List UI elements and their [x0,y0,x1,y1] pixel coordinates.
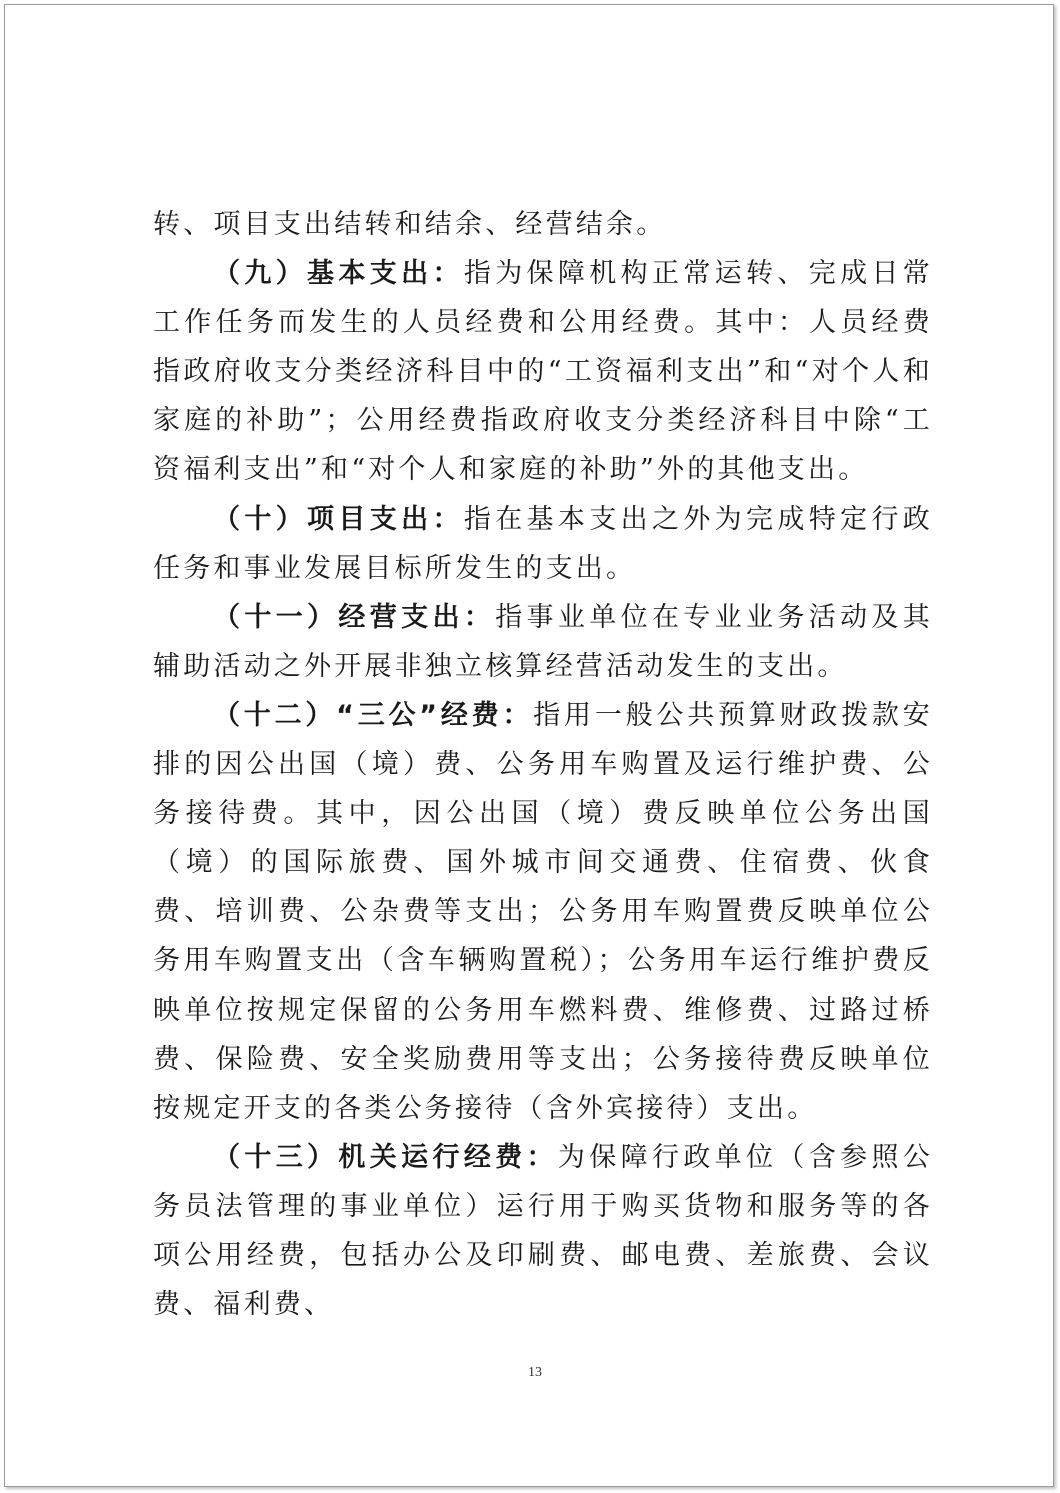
paragraph-basic-expenditure [153,249,933,494]
paragraph-heading: （十）项目支出： [213,503,464,535]
paragraph-text: 指事业单位在专业业务活动及其辅助活动之外开展非独立核算经营活动发生的支出。 [153,601,933,682]
paragraph-agency-operating-funds [153,1133,933,1329]
document-page [4,4,1054,1487]
paragraph-project-expenditure [153,495,933,593]
page-number: 13 [528,1365,542,1380]
paragraph-text: 指在基本支出之外为完成特定行政任务和事业发展目标所发生的支出。 [153,503,934,584]
paragraph-heading: （九）基本支出： [213,258,464,290]
paragraph-text: 指为保障机构正常运转、完成日常工作任务而发生的人员经费和公用经费。其中：人员经费指政府收支分类经济科目中的“工资福利支出”和“对个人和家庭的补助”；公用经费指政府收支分类经济科目中除“工资福利支出”和“对个人和家庭的补助”外的其他支出。 [153,258,934,486]
paragraph-text: 指用一般公共预算财政拨款安排的因公出国（境）费、公务用车购置及运行维护费、公务接待费。其中，因公出国（境）费反映单位公务出国（境）的国际旅费、国外城市间交通费、住宿费、伙食费、培训费、公杂费等支出；公务用车购置费反映单位公务用车购置支出（含车辆购置税）；公务用车运行维护费反映单位按规定保留的公务用车燃料费、维修费、过路过桥费、保险费、安全奖励费用等支出；公务接待费反映单位按规定开支的各类公务接待（含外宾接待）支出。 [153,699,933,1124]
paragraph-continuation [153,200,933,249]
paragraph-text: 转、项目支出结转和结余、经营结余。 [153,209,667,240]
body-text [153,200,933,1329]
paragraph-text: 为保障行政单位（含参照公务员法管理的事业单位）运行用于购买货物和服务等的各项公用经费，包括办公及印刷费、邮电费、差旅费、会议费、福利费、 [153,1141,934,1321]
paragraph-three-public-expenses [153,691,933,1133]
paragraph-heading: （十二）“三公”经费： [213,699,534,731]
paragraph-operating-expenditure [153,593,933,691]
paragraph-heading: （十三）机关运行经费： [213,1141,558,1173]
paragraph-heading: （十一）经营支出： [213,601,496,633]
